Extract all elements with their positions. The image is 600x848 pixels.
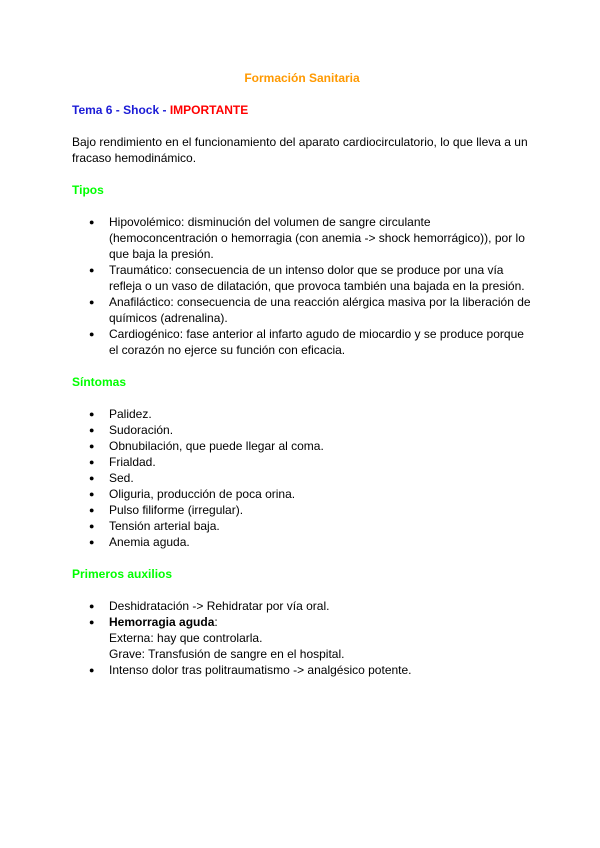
list-item: ● Anemia aguda.: [72, 534, 532, 550]
list-item: ● Traumático: consecuencia de un intenso dolor que se produce por una vía refleja o un vaso de dilatación, que provoca también una bajada en la presión.: [72, 262, 532, 294]
list-item: ● Oliguria, producción de poca orina.: [72, 486, 532, 502]
document-title: Formación Sanitaria: [244, 71, 360, 85]
list-item: ● Sed.: [72, 470, 532, 486]
topic-label: Tema 6 - Shock -: [72, 103, 170, 117]
list-item: ● Anafiláctico: consecuencia de una reacción alérgica masiva por la liberación de químicos (adrenalina).: [72, 294, 532, 326]
hemorragia-label: Hemorragia aguda: [109, 615, 215, 629]
tipos-list: [72, 214, 532, 358]
section-heading-tipos: Tipos: [72, 183, 104, 197]
important-label: IMPORTANTE: [169, 103, 249, 117]
sintomas-list: [72, 406, 532, 550]
list-item: ● Palidez.: [72, 406, 532, 422]
hemorragia-externa: Externa: hay que controlarla.: [109, 631, 263, 645]
topic-heading: [72, 102, 532, 118]
list-item-hemorragia: [72, 614, 532, 662]
section-heading-sintomas: Síntomas: [72, 375, 127, 389]
hemorragia-colon: :: [214, 615, 218, 629]
hemorragia-grave: Grave: Transfusión de sangre en el hospital.: [109, 647, 345, 661]
list-item: ● Deshidratación -> Rehidratar por vía oral.: [72, 598, 532, 614]
intro-paragraph: Bajo rendimiento en el funcionamiento del aparato cardiocirculatorio, lo que lleva a un fracaso hemodinámico.: [72, 135, 528, 165]
list-item: ● Obnubilación, que puede llegar al coma.: [72, 438, 532, 454]
primeros-auxilios-list: [72, 598, 532, 678]
list-item: ● Hipovolémico: disminución del volumen de sangre circulante (hemoconcentración o hemorragia (con anemia -> shock hemorrágico)), por lo que baja la presión.: [72, 214, 532, 262]
list-item: ● Tensión arterial baja.: [72, 518, 532, 534]
list-item: ● Intenso dolor tras politraumatismo -> analgésico potente.: [72, 662, 532, 678]
list-item: ● Frialdad.: [72, 454, 532, 470]
section-heading-primeros-auxilios: Primeros auxilios: [72, 567, 173, 581]
list-item: ● Cardiogénico: fase anterior al infarto agudo de miocardio y se produce porque el corazón no ejerce su función con eficacia.: [72, 326, 532, 358]
list-item: ● Sudoración.: [72, 422, 532, 438]
list-item: ● Pulso filiforme (irregular).: [72, 502, 532, 518]
document-page: [72, 70, 532, 694]
